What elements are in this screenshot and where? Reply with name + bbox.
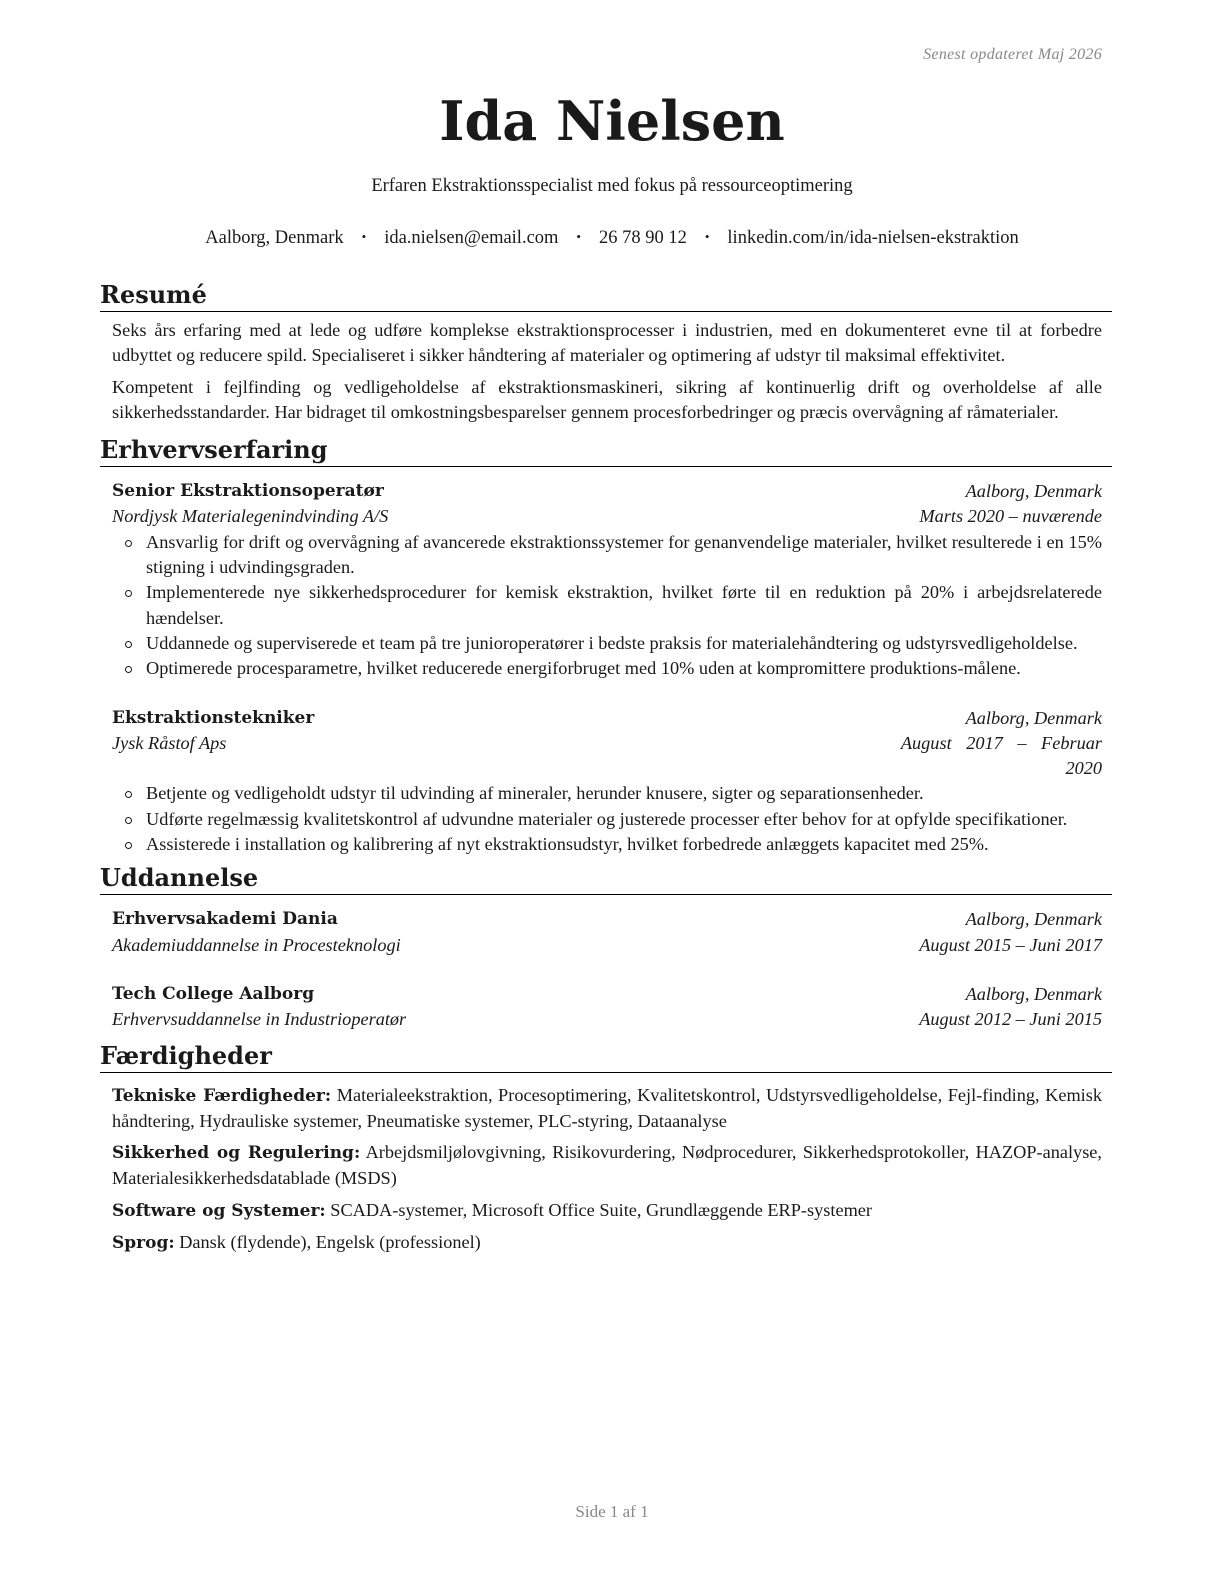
section-title-summary: Resumé <box>100 280 1112 312</box>
contact-location: Aalborg, Denmark <box>205 228 344 248</box>
resume-body <box>100 280 1112 1262</box>
section-title-skills: Færdigheder <box>100 1041 1112 1073</box>
job-location: Aalborg, Denmark <box>965 707 1102 728</box>
job-entry <box>112 706 1102 858</box>
education-degree: Erhvervsuddannelse in Industrioperatør <box>112 1009 407 1030</box>
bullet-separator: • <box>704 229 710 244</box>
contact-line <box>0 228 1224 249</box>
skills-section <box>100 1041 1112 1257</box>
job-bullets <box>112 530 1102 682</box>
list-item: Udførte regelmæssig kvalitetskontrol af udvundne materialer og justerede processer efter behov for at opfylde specifikationer. <box>146 807 1102 832</box>
job-company: Nordjysk Materialegenindvinding A/S <box>112 506 389 527</box>
page-number: Side 1 af 1 <box>575 1502 649 1521</box>
summary-paragraph: Kompetent i fejlfinding og vedligeholdelse af ekstraktionsmaskineri, sikring af kontinuerlig drift og overholdelse af alle sikkerhedsstandarder. Har bidraget til omkostningsbesparelser gennem procesforbedringer og præcis overvågning af råmaterialer. <box>112 376 1102 422</box>
summary-paragraph: Seks års erfaring med at lede og udføre komplekse ekstraktionsprocesser i industrien, med en dokumenteret evne til at forbedre udbyttet og reducere spild. Specialiseret i sikker håndtering af materialer og optimering af udstyr til maksimal effektivitet. <box>112 320 1102 366</box>
job-bullets <box>112 781 1102 857</box>
skill-group-text: Arbejdsmiljølovgivning, Risikovurdering, Nødprocedurer, Sikkerhedsprotokoller, HAZOP-analyse, Materialesikkerhedsdatablade (MSDS) <box>112 1142 1102 1189</box>
list-item: Optimerede procesparametre, hvilket reducerede energiforbruget med 10% uden at kompromittere produktions-målene. <box>146 656 1102 681</box>
list-item: Assisterede i installation og kalibrering af nyt ekstraktionsudstyr, hvilket forbedrede anlæggets kapacitet med 25%. <box>146 832 1102 857</box>
education-dates: August 2015 – Juni 2017 <box>919 934 1102 955</box>
job-dates: August 2017 – Februar <box>900 732 1102 753</box>
job-dates: Marts 2020 – nuværende <box>919 506 1102 527</box>
list-item: Implementerede nye sikkerhedsprocedurer for kemisk ekstraktion, hvilket førte til en reduktion på 20% i arbejdsrelaterede hændelser. <box>146 580 1102 631</box>
candidate-name: Ida Nielsen <box>439 89 785 153</box>
section-title-education: Uddannelse <box>100 863 1112 895</box>
job-company: Jysk Råstof Aps <box>112 732 227 753</box>
contact-email[interactable]: ida.nielsen@email.com <box>384 228 559 248</box>
skill-group-label: Sprog: <box>112 1233 175 1254</box>
education-entry <box>112 982 1102 1033</box>
education-section <box>100 863 1112 1032</box>
education-location: Aalborg, Denmark <box>965 909 1102 930</box>
job-location: Aalborg, Denmark <box>965 481 1102 502</box>
skill-group-text: SCADA-systemer, Microsoft Office Suite, Grundlæggende ERP-systemer <box>330 1199 872 1220</box>
education-entry <box>112 907 1102 958</box>
summary-section <box>100 280 1112 425</box>
list-item: Ansvarlig for drift og overvågning af avancerede ekstraktionssystemer for genanvendelige materialer, hvilket resulterede i en 15% stigning i udvindingsgraden. <box>146 530 1102 581</box>
education-degree: Akademiuddannelse in Procesteknologi <box>112 934 401 955</box>
skill-group-text: Dansk (flydende), Engelsk (professionel) <box>179 1232 481 1253</box>
list-item: Uddannede og superviserede et team på tre junioroperatører i bedste praksis for materialehåndtering og udstyrsvedligeholdelse. <box>146 631 1102 656</box>
education-location: Aalborg, Denmark <box>965 983 1102 1004</box>
list-item: Betjente og vedligeholdt udstyr til udvinding af mineraler, herunder knusere, sigter og separationsenheder. <box>146 781 1102 806</box>
experience-section <box>100 435 1112 857</box>
last-updated: Senest opdateret Maj 2026 <box>923 46 1102 63</box>
section-title-experience: Erhvervserfaring <box>100 435 1112 467</box>
skill-group <box>112 1198 1102 1224</box>
bullet-separator: • <box>576 229 581 244</box>
education-school: Erhvervsakademi Dania <box>112 909 338 930</box>
skill-group <box>112 1230 1102 1256</box>
contact-linkedin[interactable]: linkedin.com/in/ida-nielsen-ekstraktion <box>727 228 1019 248</box>
contact-phone: 26 78 90 12 <box>598 228 687 248</box>
skill-group-label: Tekniske Færdigheder: <box>112 1085 332 1106</box>
skill-group-text: Materialeekstraktion, Procesoptimering, Kvalitetskontrol, Udstyrsvedligeholdelse, Fejl-finding, Kemisk håndtering, Hydrauliske systemer, Pneumatiske systemer, PLC-styring, Dataanalyse <box>112 1084 1103 1131</box>
job-role: Senior Ekstraktionsoperatør <box>112 481 384 502</box>
education-dates: August 2012 – Juni 2015 <box>919 1009 1102 1030</box>
tagline: Erfaren Ekstraktionsspecialist med fokus på ressourceoptimering <box>371 176 853 196</box>
skill-group-label: Software og Systemer: <box>112 1200 326 1221</box>
education-school: Tech College Aalborg <box>112 983 315 1004</box>
bullet-separator: • <box>361 229 367 244</box>
job-role: Ekstraktionstekniker <box>112 707 315 728</box>
skill-group <box>112 1083 1102 1135</box>
skill-group <box>112 1140 1102 1192</box>
job-dates-continued: 2020 <box>1065 758 1102 779</box>
job-entry <box>112 479 1102 681</box>
skill-group-label: Sikkerhed og Regulering: <box>112 1143 361 1164</box>
